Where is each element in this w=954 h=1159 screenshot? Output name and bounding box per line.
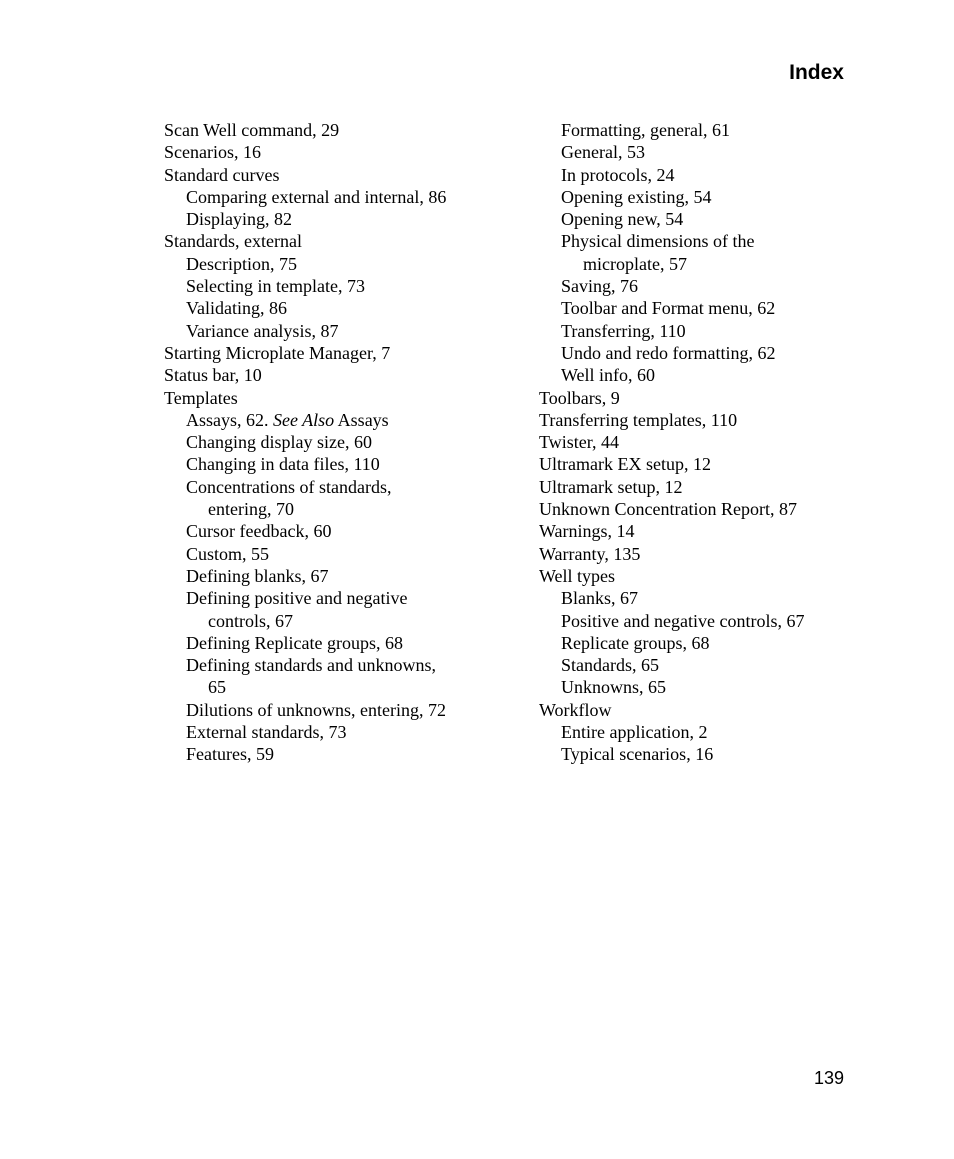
index-entry — [164, 699, 504, 721]
index-entry-text: Twister, 44 — [539, 432, 620, 453]
index-entry — [164, 543, 504, 565]
index-entry — [164, 676, 504, 698]
index-entry-text: Defining positive and negative — [186, 588, 408, 609]
page-title: Index — [789, 61, 844, 84]
index-entry-text: Transferring templates, 110 — [539, 409, 738, 430]
index-entry-text: controls, 67 — [208, 610, 293, 631]
index-entry-text: Changing in data files, 110 — [186, 454, 380, 475]
index-entry-text: Defining Replicate groups, 68 — [186, 632, 403, 653]
index-entry-text: Status bar, 10 — [164, 365, 262, 386]
index-entry-text: Transferring, 110 — [561, 320, 686, 341]
index-entry-text: General, 53 — [561, 142, 645, 163]
index-entry-text: microplate, 57 — [583, 253, 687, 274]
index-column-right — [539, 119, 859, 766]
index-entry-text: Standard curves — [164, 164, 280, 185]
index-entry-text: Cursor feedback, 60 — [186, 521, 332, 542]
index-entry-text: Well info, 60 — [561, 365, 656, 386]
index-entry — [539, 164, 859, 186]
index-entry-text: Unknown Concentration Report, 87 — [539, 499, 797, 520]
index-entry — [164, 164, 504, 186]
index-entry-text: Concentrations of standards, — [186, 476, 392, 497]
index-entry — [164, 141, 504, 163]
index-entry-text: External standards, 73 — [186, 722, 347, 743]
index-entry-text: Comparing external and internal, 86 — [186, 186, 447, 207]
index-entry — [539, 387, 859, 409]
index-entry-text: Selecting in template, 73 — [186, 276, 365, 297]
index-entry-text: Scan Well command, 29 — [164, 120, 340, 140]
index-entry — [539, 520, 859, 542]
index-entry — [539, 409, 859, 431]
index-entry-text: Opening existing, 54 — [561, 186, 712, 207]
index-entry — [539, 119, 859, 141]
index-entry-text: Custom, 55 — [186, 543, 270, 564]
index-entry-text: Typical scenarios, 16 — [561, 744, 714, 765]
index-entry — [539, 208, 859, 230]
index-entry — [164, 342, 504, 364]
index-entry-text: Saving, 76 — [561, 276, 639, 297]
index-entry — [539, 364, 859, 386]
index-entry-text: Warnings, 14 — [539, 521, 635, 542]
index-entry — [164, 587, 504, 609]
index-entry-text: Displaying, 82 — [186, 209, 292, 230]
index-entry — [539, 253, 859, 275]
index-entry-text: Warranty, 135 — [539, 543, 641, 564]
index-entry — [539, 632, 859, 654]
index-entry — [539, 565, 859, 587]
index-entry-text: Ultramark EX setup, 12 — [539, 454, 711, 475]
index-entry — [164, 253, 504, 275]
index-entry-text: In protocols, 24 — [561, 164, 675, 185]
index-entry — [164, 498, 504, 520]
index-entry — [539, 543, 859, 565]
index-entry-text: Variance analysis, 87 — [186, 320, 339, 341]
index-entry-text: Ultramark setup, 12 — [539, 476, 683, 497]
index-entry — [539, 453, 859, 475]
index-entry-text: Workflow — [539, 699, 612, 720]
index-entry — [164, 364, 504, 386]
index-entry — [164, 632, 504, 654]
index-entry-text: 65 — [208, 677, 226, 698]
index-entry — [539, 141, 859, 163]
index-entry — [539, 676, 859, 698]
index-entry-text: Toolbars, 9 — [539, 387, 620, 408]
index-entry-text: Unknowns, 65 — [561, 677, 667, 698]
index-entry-text: Undo and redo formatting, 62 — [561, 342, 776, 363]
index-entry — [164, 476, 504, 498]
index-entry — [539, 743, 859, 765]
index-entry — [539, 721, 859, 743]
index-entry-text: Dilutions of unknowns, entering, 72 — [186, 699, 446, 720]
index-entry — [539, 320, 859, 342]
index-entry — [164, 610, 504, 632]
index-entry-text: Toolbar and Format menu, 62 — [561, 298, 776, 319]
index-entry — [164, 230, 504, 252]
index-entry — [539, 498, 859, 520]
index-entry — [164, 320, 504, 342]
index-entry-text: Validating, 86 — [186, 298, 287, 319]
index-entry — [539, 342, 859, 364]
index-entry-text: Scenarios, 16 — [164, 142, 261, 163]
index-entry-text: Blanks, 67 — [561, 588, 639, 609]
index-entry-text: Positive and negative controls, 67 — [561, 610, 805, 631]
index-entry-text: Physical dimensions of the — [561, 231, 755, 252]
index-entry — [539, 297, 859, 319]
index-entry — [164, 431, 504, 453]
index-entry-text: Entire application, 2 — [561, 722, 708, 743]
index-entry — [539, 275, 859, 297]
index-entry — [539, 186, 859, 208]
index-entry — [539, 654, 859, 676]
index-entry-text: Formatting, general, 61 — [561, 120, 730, 140]
see-also-target: Assays — [334, 409, 389, 430]
index-entry — [164, 119, 504, 141]
index-entry-text: Description, 75 — [186, 253, 297, 274]
index-entry-text: Opening new, 54 — [561, 209, 684, 230]
index-entry-text: Changing display size, 60 — [186, 432, 372, 453]
index-entry — [164, 565, 504, 587]
index-entry-text: Defining blanks, 67 — [186, 565, 329, 586]
index-entry-text: Well types — [539, 565, 616, 586]
index-entry-text: Features, 59 — [186, 744, 274, 765]
index-entry — [164, 743, 504, 765]
index-entry — [164, 275, 504, 297]
index-entry — [164, 520, 504, 542]
index-entry-text: Assays, 62. — [186, 409, 274, 430]
index-entry — [539, 610, 859, 632]
index-entry — [539, 587, 859, 609]
index-entry — [164, 721, 504, 743]
index-entry — [164, 297, 504, 319]
index-entry — [539, 230, 859, 252]
index-entry-text: Starting Microplate Manager, 7 — [164, 342, 391, 363]
index-entry — [164, 186, 504, 208]
index-entry — [164, 387, 504, 409]
index-column-left — [164, 119, 504, 766]
see-also-label: See Also — [273, 409, 335, 430]
index-entry-text: Defining standards and unknowns, — [186, 655, 436, 676]
page-number: 139 — [813, 1068, 844, 1088]
index-entry — [539, 476, 859, 498]
index-entry — [164, 654, 504, 676]
index-entry-text: Standards, 65 — [561, 655, 659, 676]
index-entry-text: Templates — [164, 387, 238, 408]
index-entry-text: Replicate groups, 68 — [561, 632, 710, 653]
index-entry-text: entering, 70 — [208, 499, 294, 520]
index-entry-text: Standards, external — [164, 231, 302, 252]
index-entry — [164, 453, 504, 475]
index-entry — [539, 431, 859, 453]
index-entry — [539, 699, 859, 721]
index-entry — [164, 409, 504, 431]
index-entry — [164, 208, 504, 230]
